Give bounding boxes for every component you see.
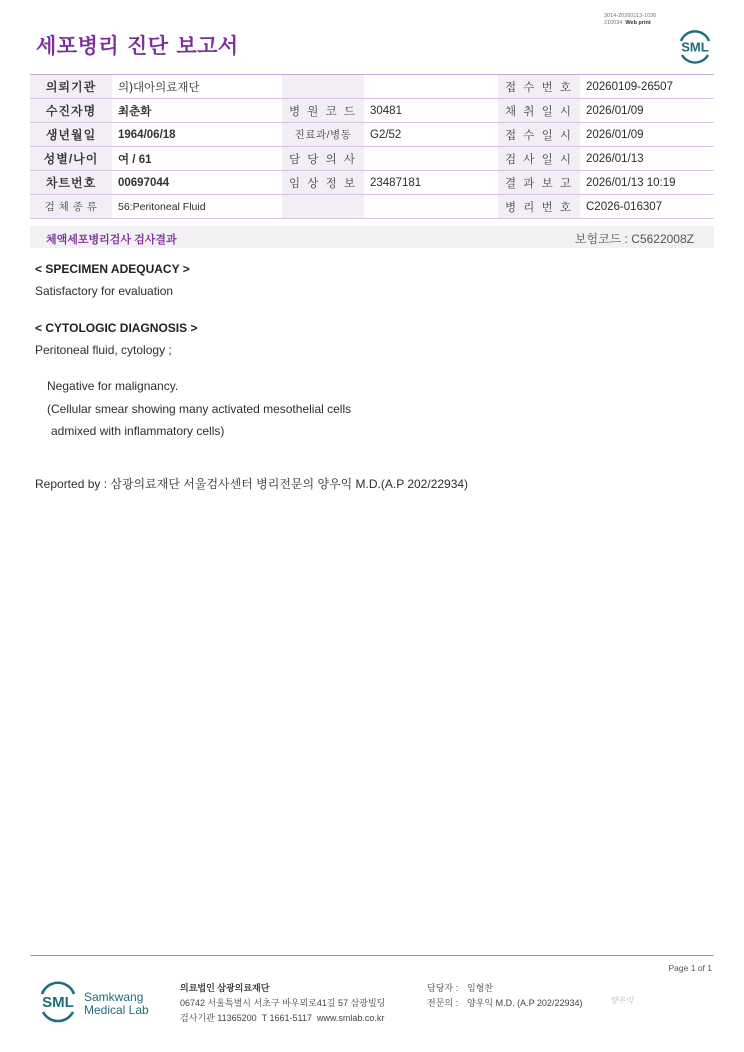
diagnosis-heading: < CYTOLOGIC DIAGNOSIS >: [35, 321, 198, 335]
table-row: [30, 171, 714, 195]
adequacy-text: Satisfactory for evaluation: [35, 284, 174, 298]
value-empty: [364, 75, 498, 99]
doctor-name: 양우익 M.D. (A.P 202/22934): [467, 998, 583, 1008]
doctor-signature: 양우익: [610, 996, 634, 1005]
sml-logo: [676, 27, 714, 65]
table-row: [30, 123, 714, 147]
value-accession-number: 20260109-26507: [580, 75, 714, 99]
adequacy-heading: < SPECIMEN ADEQUACY >: [35, 262, 190, 276]
label-birth-date: 생년월일: [30, 123, 112, 147]
diagnosis-line: Negative for malignancy.: [47, 379, 179, 393]
result-header-bar: [30, 226, 714, 248]
label-attending-doctor: 담 당 의 사: [282, 147, 364, 171]
staff-label: 담당자 :: [427, 983, 459, 993]
value-specimen-type: 56:Peritoneal Fluid: [112, 195, 282, 219]
value-department-ward: G2/52: [364, 123, 498, 147]
value-clinical-info: 23487181: [364, 171, 498, 195]
value-chart-number: 00697044: [112, 171, 282, 195]
label-hospital-code: 병 원 코 드: [282, 99, 364, 123]
doctor-label: 전문의 :: [427, 998, 459, 1008]
value-sex-age: 여 / 61: [112, 147, 282, 171]
label-collection-date: 채 취 일 시: [498, 99, 580, 123]
lab-name: [84, 991, 149, 1017]
diagnosis-line: (Cellular smear showing many activated mesothelial cells: [47, 402, 352, 416]
label-sex-age: 성별/나이: [30, 147, 112, 171]
value-receipt-date: 2026/01/09: [580, 123, 714, 147]
value-pathology-number: C2026-016307: [580, 195, 714, 219]
lab-name-line1: Samkwang: [84, 990, 144, 1004]
table-row: [30, 147, 714, 171]
label-requesting-institution: 의뢰기관: [30, 75, 112, 99]
value-requesting-institution: 의)대아의료재단: [112, 75, 282, 99]
table-row: [30, 99, 714, 123]
label-clinical-info: 임 상 정 보: [282, 171, 364, 195]
label-pathology-number: 병 리 번 호: [498, 195, 580, 219]
value-result-report: 2026/01/13 10:19: [580, 171, 714, 195]
label-result-report: 결 과 보 고: [498, 171, 580, 195]
staff-name: 임형찬: [467, 983, 494, 993]
print-info: [604, 13, 656, 27]
table-row: [30, 195, 714, 219]
label-patient-name: 수진자명: [30, 99, 112, 123]
result-title: 체액세포병리검사 검사결과: [46, 234, 177, 246]
label-specimen-type: 검 체 종 류: [30, 195, 112, 219]
org-address: 06742 서울특별시 서초구 바우뫼로41길 57 삼광빌딩: [180, 998, 386, 1008]
org-name: 의료법인 삼광의료재단: [180, 983, 270, 993]
value-attending-doctor: [364, 147, 498, 171]
logo-text: SML: [681, 39, 709, 55]
print-label: Web print: [625, 20, 651, 26]
reported-by: Reported by : 삼광의료재단 서울검사센터 병리전문의 양우익 M.D.(A.P 202/22934): [35, 477, 469, 491]
label-chart-number: 차트번호: [30, 171, 112, 195]
footer-logo-text: SML: [42, 994, 74, 1011]
diagnosis-line: admixed with inflammatory cells): [51, 424, 225, 438]
label-empty: [282, 195, 364, 219]
value-patient-name: 최춘화: [112, 99, 282, 123]
org-contact: 검사기관 11365200 T 1661-5117 www.smlab.co.kr: [180, 1013, 385, 1023]
sml-footer-logo: [37, 980, 79, 1024]
print-time: 210034: [604, 20, 623, 26]
label-empty: [282, 75, 364, 99]
label-exam-date: 검 사 일 시: [498, 147, 580, 171]
label-department-ward: 진료과/병동: [282, 123, 364, 147]
insurance-code: 보험코드 : C5622008Z: [574, 232, 694, 246]
value-birth-date: 1964/06/18: [112, 123, 282, 147]
footer-divider: [30, 955, 714, 956]
value-collection-date: 2026/01/09: [580, 99, 714, 123]
value-empty: [364, 195, 498, 219]
value-hospital-code: 30481: [364, 99, 498, 123]
report-title: 세포병리 진단 보고서: [36, 34, 239, 58]
label-receipt-date: 접 수 일 시: [498, 123, 580, 147]
table-row: [30, 75, 714, 99]
lab-name-line2: Medical Lab: [84, 1003, 149, 1017]
patient-info-table: [30, 74, 714, 219]
label-accession-number: 접 수 번 호: [498, 75, 580, 99]
value-exam-date: 2026/01/13: [580, 147, 714, 171]
diagnosis-line: Peritoneal fluid, cytology ;: [35, 343, 172, 357]
page-number: Page 1 of 1: [668, 963, 712, 973]
print-code: 3014-20260113-1036: [604, 13, 657, 19]
